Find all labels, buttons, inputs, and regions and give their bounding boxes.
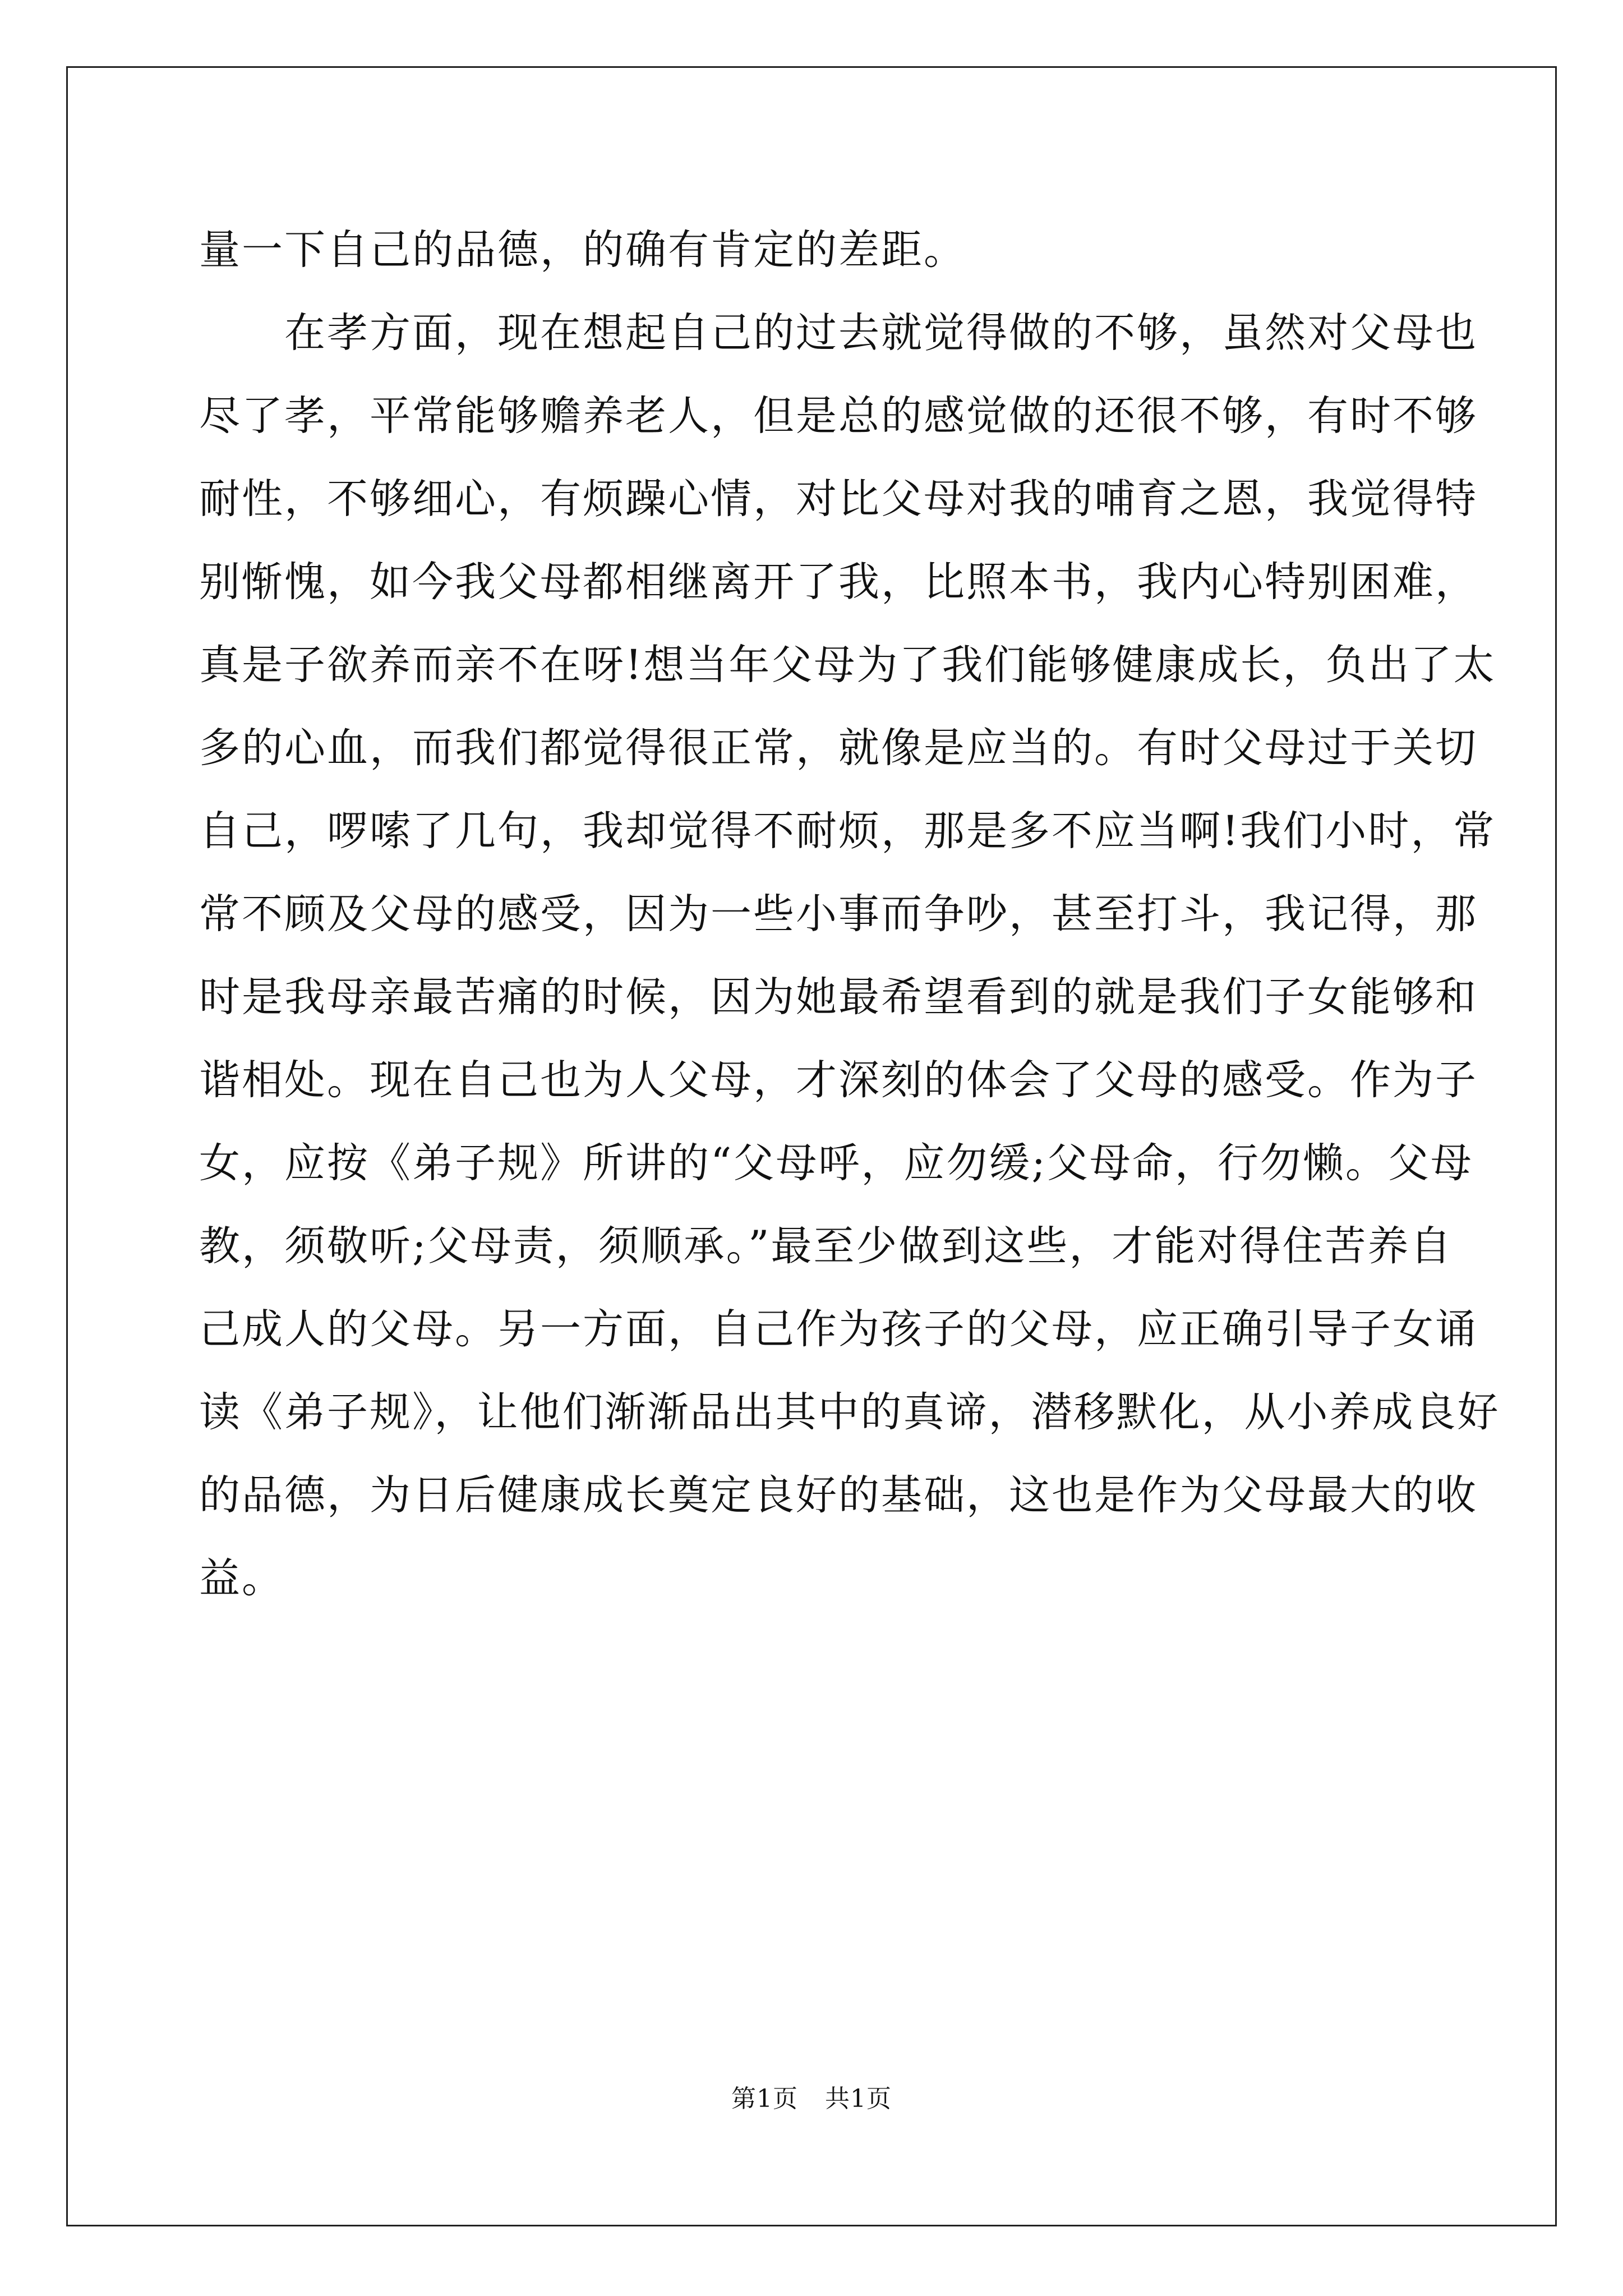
text-line-4: 耐性，不够细心，有烦躁心情，对比父母对我的哺育之恩，我觉得特 [199, 475, 1478, 523]
text-line-11: 谐相处。现在自己也为人父母，才深刻的体会了父母的感受。作为子 [199, 1056, 1478, 1104]
page-total: 共1页 [825, 2085, 892, 2113]
text-line-14: 己成人的父母。另一方面，自己作为孩子的父母，应正确引导子女诵 [199, 1305, 1478, 1353]
document-body [199, 209, 1500, 1620]
text-line-6: 真是子欲养而亲不在呀!想当年父母为了我们能够健康成长，负出了太 [199, 641, 1496, 689]
text-line-15: 读《弟子规》，让他们渐渐品出其中的真谛，潜移默化，从小养成良好 [199, 1388, 1500, 1436]
page-number: 第1页 [731, 2085, 798, 2113]
text-line-13: 教，须敬听;父母责，须顺承。”最至少做到这些，才能对得住苦养自 [199, 1222, 1453, 1270]
text-line-10: 时是我母亲最苦痛的时候，因为她最希望看到的就是我们子女能够和 [199, 973, 1478, 1021]
text-line-16: 的品德，为日后健康成长奠定良好的基础，这也是作为父母最大的收 [199, 1471, 1478, 1519]
text-line-1: 量一下自己的品德，的确有肯定的差距。 [199, 226, 966, 274]
text-line-5: 别惭愧，如今我父母都相继离开了我，比照本书，我内心特别困难， [199, 558, 1478, 606]
page-footer [0, 2078, 1623, 2114]
text-line-3: 尽了孝，平常能够赡养老人，但是总的感觉做的还很不够，有时不够 [199, 392, 1478, 440]
text-line-12: 女，应按《弟子规》所讲的“父母呼，应勿缓;父母命，行勿懒。父母 [199, 1139, 1473, 1187]
text-line-9: 常不顾及父母的感受，因为一些小事而争吵，甚至打斗，我记得，那 [199, 890, 1478, 938]
text-line-2: 在孝方面，现在想起自己的过去就觉得做的不够，虽然对父母也 [284, 309, 1478, 357]
text-line-17: 益。 [199, 1554, 284, 1602]
text-line-8: 自己，啰嗦了几句，我却觉得不耐烦，那是多不应当啊!我们小时，常 [199, 807, 1496, 855]
text-line-7: 多的心血，而我们都觉得很正常，就像是应当的。有时父母过于关切 [199, 724, 1478, 772]
